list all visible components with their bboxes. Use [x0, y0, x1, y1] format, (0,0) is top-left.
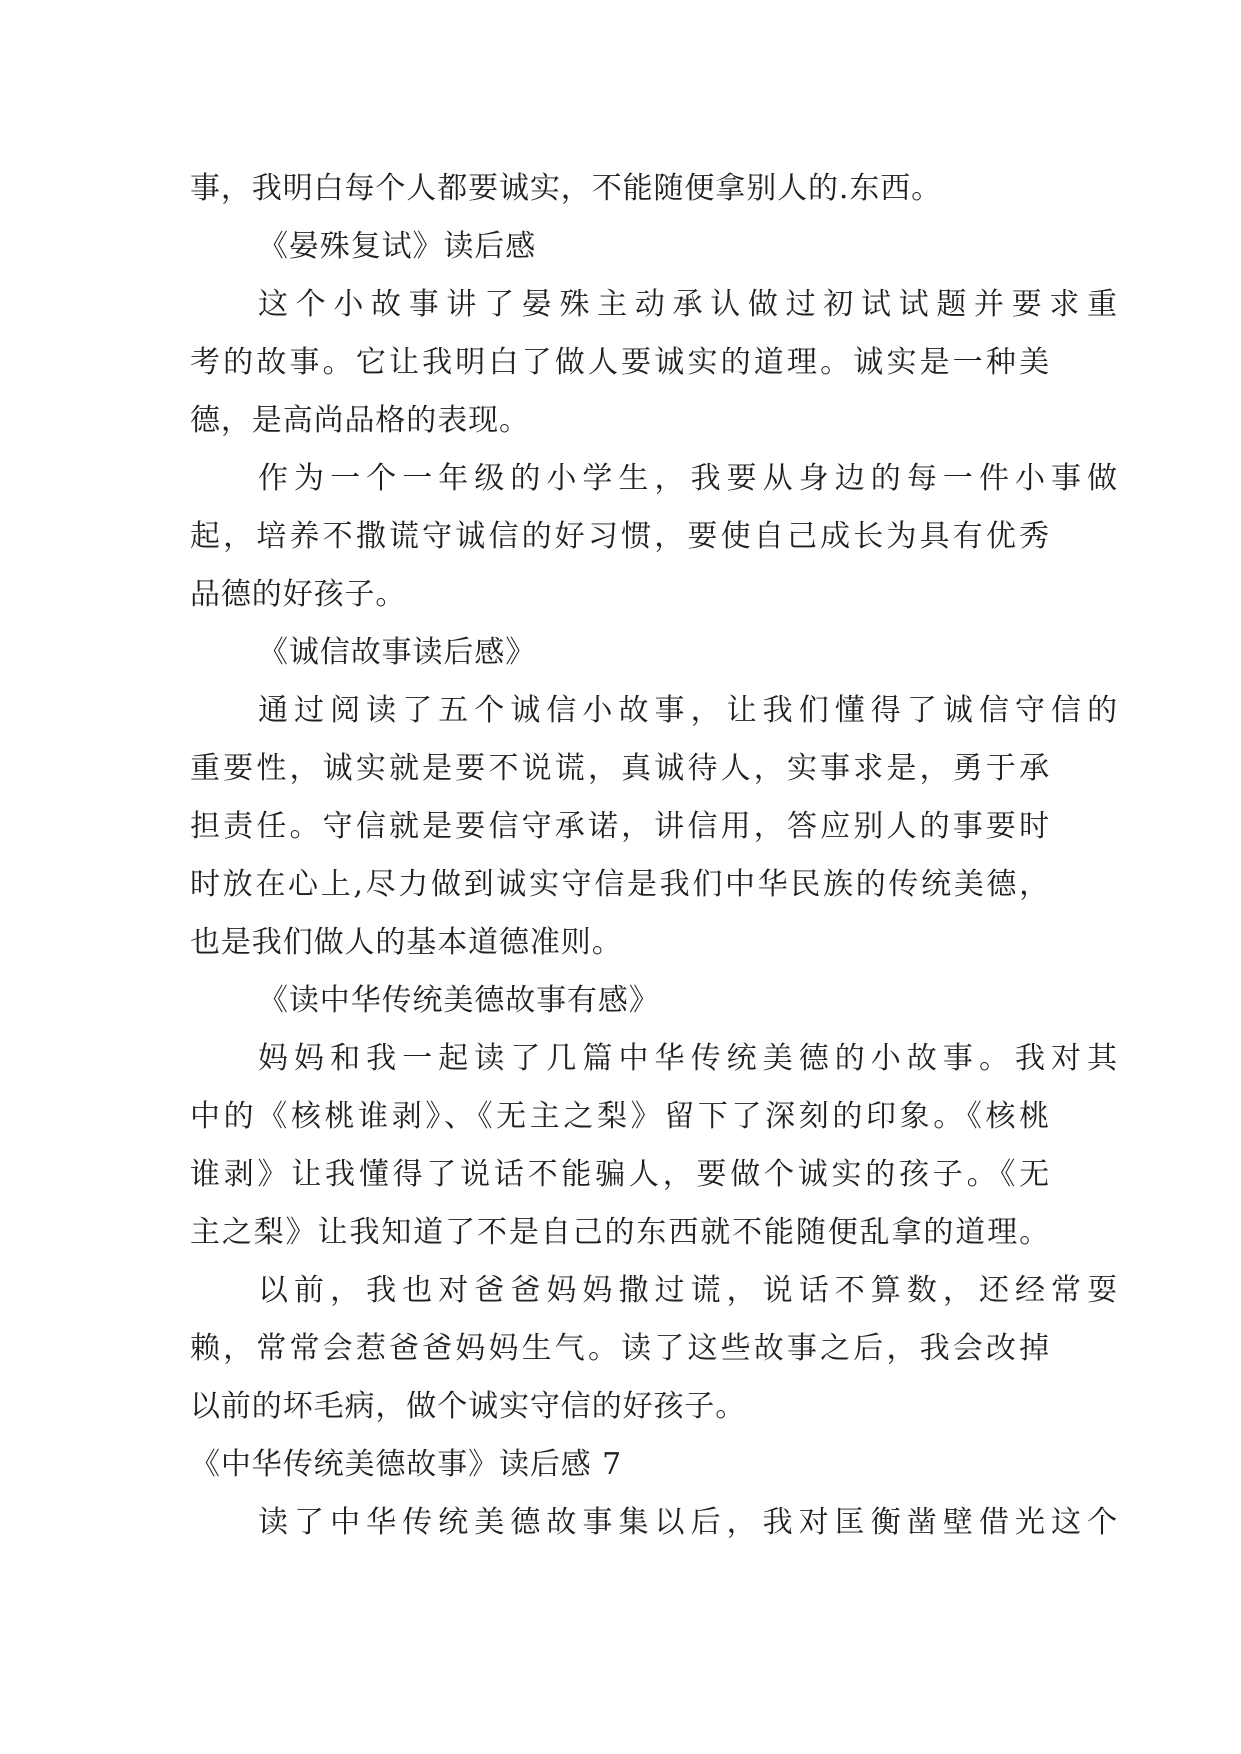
paragraph-line: 这个小故事讲了晏殊主动承认做过初试试题并要求重	[258, 287, 1118, 322]
paragraph-line: 时放在心上,尽力做到诚实守信是我们中华民族的传统美德，	[190, 867, 1050, 902]
essay-title: 《诚信故事读后感》	[258, 635, 537, 670]
paragraph-line: 重要性，诚实就是要不说谎，真诚待人，实事求是，勇于承	[190, 751, 1050, 786]
section-heading: 《中华传统美德故事》读后感 7	[190, 1447, 623, 1482]
paragraph-line: 考的故事。它让我明白了做人要诚实的道理。诚实是一种美	[190, 345, 1050, 380]
paragraph-line: 作为一个一年级的小学生，我要从身边的每一件小事做	[258, 461, 1118, 496]
paragraph-line: 读了中华传统美德故事集以后，我对匡衡凿壁借光这个	[258, 1505, 1118, 1540]
paragraph-line: 妈妈和我一起读了几篇中华传统美德的小故事。我对其	[258, 1041, 1118, 1076]
paragraph-line: 谁剥》让我懂得了说话不能骗人，要做个诚实的孩子。《无	[190, 1157, 1050, 1192]
paragraph-line: 起，培养不撒谎守诚信的好习惯，要使自己成长为具有优秀	[190, 519, 1050, 554]
paragraph-line: 品德的好孩子。	[190, 577, 407, 612]
paragraph-line: 主之梨》让我知道了不是自己的东西就不能随便乱拿的道理。	[190, 1215, 1050, 1250]
paragraph-line: 德，是高尚品格的表现。	[190, 403, 530, 438]
paragraph-line: 赖，常常会惹爸爸妈妈生气。读了这些故事之后，我会改掉	[190, 1331, 1050, 1366]
essay-title: 《读中华传统美德故事有感》	[258, 983, 660, 1018]
paragraph-line: 担责任。守信就是要信守承诺，讲信用，答应别人的事要时	[190, 809, 1050, 844]
paragraph-line: 以前的坏毛病，做个诚实守信的好孩子。	[190, 1389, 747, 1424]
paragraph-line: 中的《核桃谁剥》、《无主之梨》留下了深刻的印象。《核桃	[190, 1099, 1050, 1134]
paragraph-line: 也是我们做人的基本道德准则。	[190, 925, 623, 960]
paragraph-line: 事，我明白每个人都要诚实，不能随便拿别人的.东西。	[190, 171, 943, 206]
document-body	[190, 160, 1118, 1552]
paragraph-line: 通过阅读了五个诚信小故事，让我们懂得了诚信守信的	[258, 693, 1118, 728]
essay-title: 《晏殊复试》读后感	[258, 229, 537, 264]
paragraph-line: 以前，我也对爸爸妈妈撒过谎，说话不算数，还经常耍	[258, 1273, 1118, 1308]
